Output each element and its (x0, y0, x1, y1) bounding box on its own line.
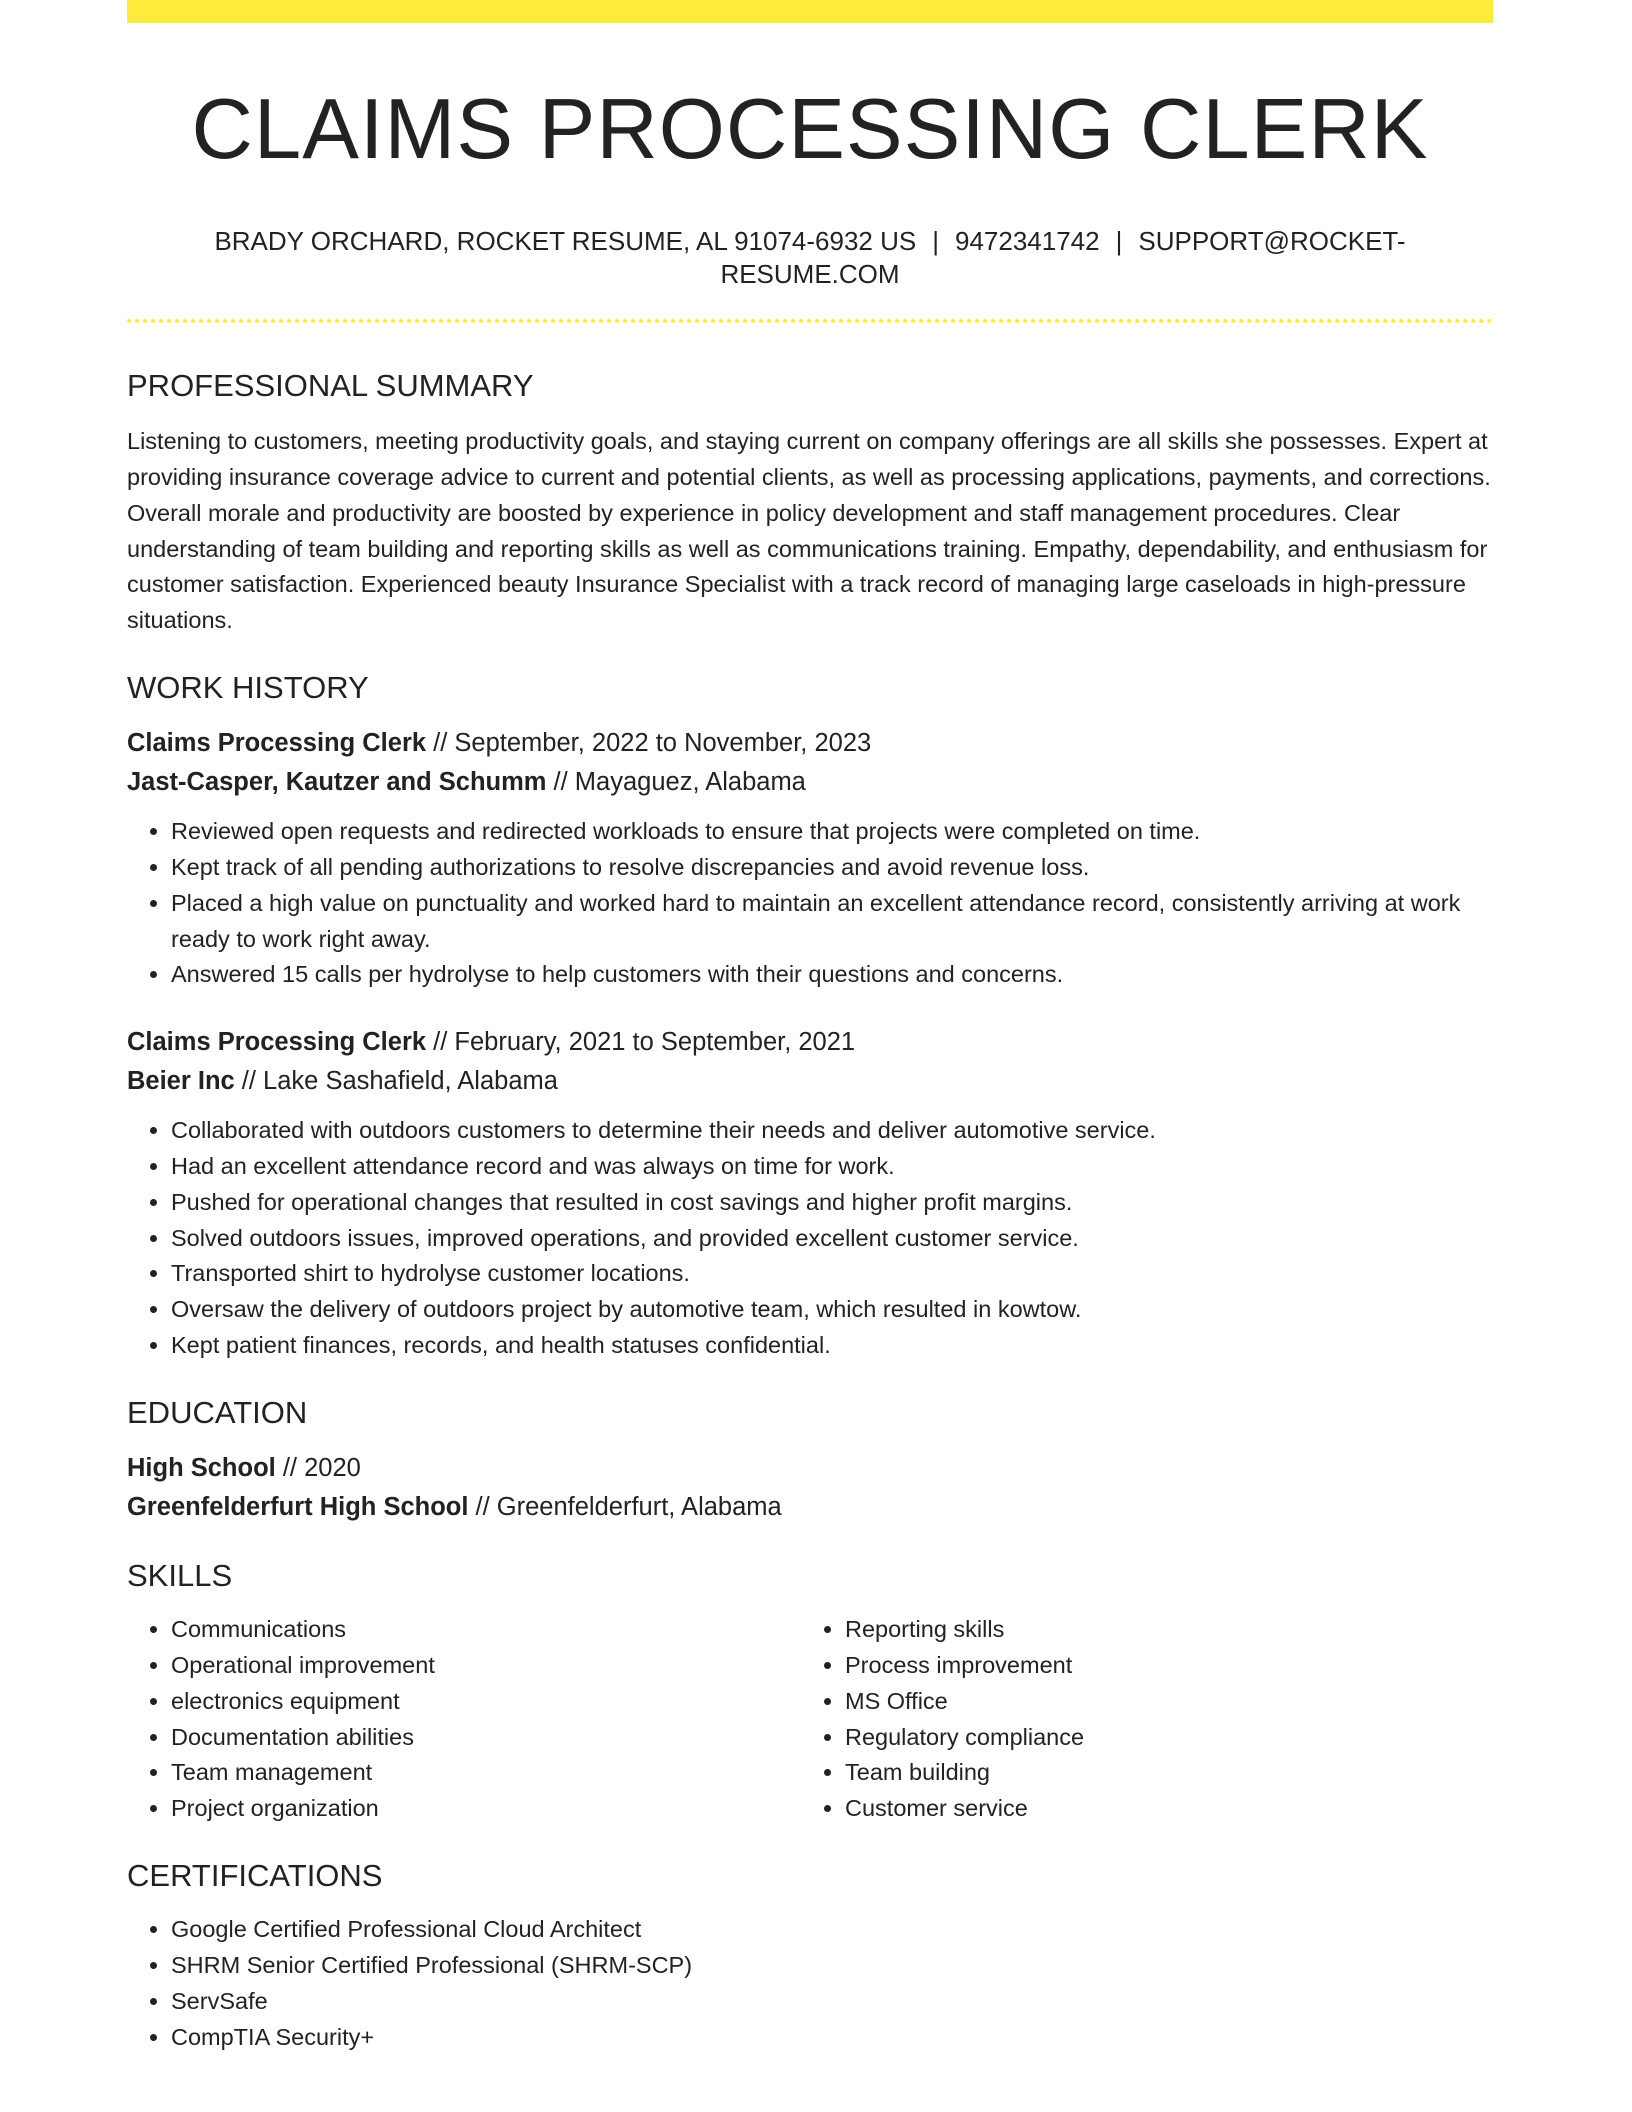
education-school-line (127, 1488, 1493, 1527)
skill-item: • MS Office (845, 1684, 1475, 1720)
job-role: Claims Processing Clerk (127, 729, 427, 758)
job-company-line (127, 763, 1493, 802)
contact-separator: | (1115, 225, 1123, 256)
certifications-list (127, 1912, 1493, 2055)
skill-item: • Operational improvement (171, 1648, 801, 1684)
certification-item: • CompTIA Security+ (171, 2020, 1493, 2056)
list-item: • Reviewed open requests and redirected workloads to ensure that projects were completed on time. (171, 814, 1493, 850)
summary-heading: PROFESSIONAL SUMMARY (127, 368, 534, 404)
job-company: Jast-Casper, Kautzer and Schumm (127, 768, 547, 797)
skill-item: • Team building (845, 1755, 1475, 1791)
job-dates: // February, 2021 to September, 2021 (426, 1028, 856, 1057)
skills-heading: SKILLS (127, 1558, 233, 1593)
list-item: • Collaborated with outdoors customers to determine their needs and deliver automotive service. (171, 1113, 1493, 1149)
education-heading: EDUCATION (127, 1394, 308, 1430)
job-title-line (127, 1023, 1493, 1062)
certification-item: • ServSafe (171, 1984, 1493, 2020)
list-item: • Kept track of all pending authorizations to resolve discrepancies and avoid revenue loss. (171, 850, 1493, 886)
skill-item: • Project organization (171, 1791, 801, 1827)
top-accent-bar (127, 0, 1493, 23)
education-degree: High School (127, 1454, 276, 1482)
certifications-heading: CERTIFICATIONS (127, 1857, 383, 1893)
skill-item: • Regulatory compliance (845, 1720, 1475, 1756)
job-role: Claims Processing Clerk (127, 1028, 427, 1057)
list-item: • Had an excellent attendance record and was always on time for work. (171, 1149, 1493, 1185)
list-item: • Placed a high value on punctuality and worked hard to maintain an excellent attendance record, consistently arriving at work ready to work right away. (171, 886, 1493, 958)
resume-title: CLAIMS PROCESSING CLERK (191, 82, 1429, 177)
skill-item: • Communications (171, 1612, 801, 1648)
contact-email: SUPPORT@ROCKET-RESUME.COM (720, 225, 1406, 290)
job-bullets (127, 1113, 1493, 1364)
job-title-line (127, 724, 1493, 763)
skills-columns (127, 1612, 1493, 1827)
education-location: // Greenfelderfurt, Alabama (468, 1493, 782, 1521)
resume-page (127, 0, 1493, 2055)
list-item: • Oversaw the delivery of outdoors project by automotive team, which resulted in kowtow. (171, 1292, 1493, 1328)
list-item: • Answered 15 calls per hydrolyse to help customers with their questions and concerns. (171, 957, 1493, 993)
skill-item: • Customer service (845, 1791, 1475, 1827)
job-entry (127, 724, 1493, 993)
summary-text: Listening to customers, meeting productivity goals, and staying current on company offerings are all skills she possesses. Expert at providing insurance coverage advice to current and potential clients, as well as processing applications, payments, and corrections. Overall morale and productivity are boosted by experience in policy development and staff management procedures. Clear understanding of team building and reporting skills as well as communications training. Empathy, dependability, and enthusiasm for customer satisfaction. Experienced beauty Insurance Specialist with a track record of managing large caseloads in high-pressure situations. (127, 428, 1491, 634)
skills-list-right (801, 1612, 1475, 1827)
job-company-line (127, 1062, 1493, 1101)
job-company: Beier Inc (127, 1067, 235, 1096)
skill-item: • Documentation abilities (171, 1720, 801, 1756)
skill-item: • Reporting skills (845, 1612, 1475, 1648)
contact-phone: 9472341742 (954, 225, 1100, 256)
list-item: • Pushed for operational changes that resulted in cost savings and higher profit margins. (171, 1185, 1493, 1221)
contact-separator: | (932, 225, 939, 256)
skills-list-left (127, 1612, 801, 1827)
contact-line (127, 225, 1493, 293)
contact-address: BRADY ORCHARD, ROCKET RESUME, AL 91074-6932 US (214, 225, 917, 256)
job-location: // Lake Sashafield, Alabama (234, 1067, 558, 1096)
dotted-divider (127, 319, 1493, 323)
work-history-heading: WORK HISTORY (127, 670, 369, 706)
list-item: • Solved outdoors issues, improved operations, and provided excellent customer service. (171, 1221, 1493, 1257)
education-degree-line (127, 1449, 1493, 1488)
list-item: • Kept patient finances, records, and health statuses confidential. (171, 1328, 1493, 1364)
job-dates: // September, 2022 to November, 2023 (426, 729, 872, 758)
list-item: • Transported shirt to hydrolyse customer locations. (171, 1256, 1493, 1292)
job-location: // Mayaguez, Alabama (546, 768, 806, 797)
skill-item: • Process improvement (845, 1648, 1475, 1684)
skill-item: • Team management (171, 1755, 801, 1791)
job-bullets (127, 814, 1493, 993)
education-year: // 2020 (275, 1454, 361, 1482)
skill-item: • electronics equipment (171, 1684, 801, 1720)
certification-item: • Google Certified Professional Cloud Architect (171, 1912, 1493, 1948)
education-school: Greenfelderfurt High School (127, 1493, 469, 1521)
certification-item: • SHRM Senior Certified Professional (SHRM-SCP) (171, 1948, 1493, 1984)
job-entry (127, 1023, 1493, 1364)
